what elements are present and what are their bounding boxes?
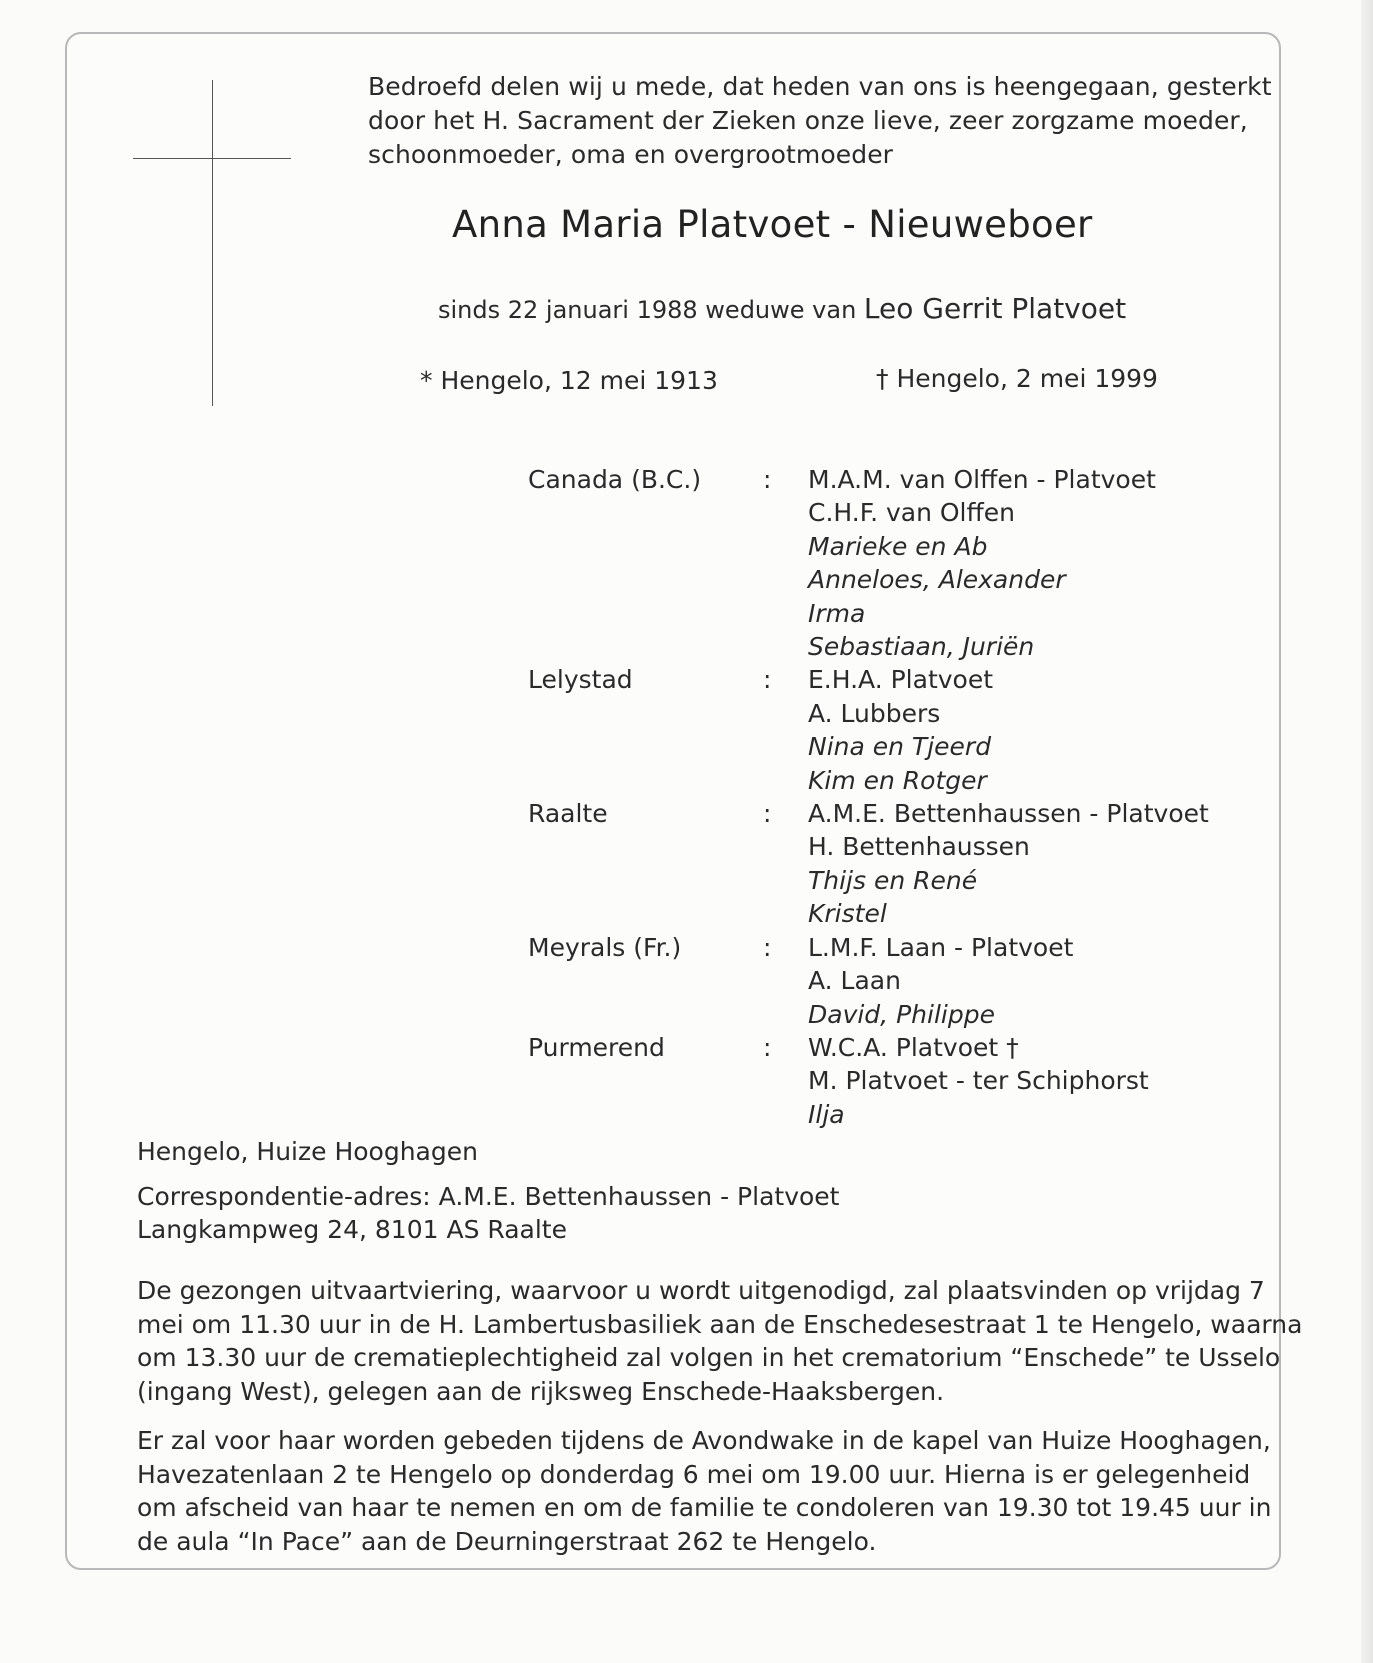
family-place: Canada (B.C.) [528, 465, 702, 494]
family-member: Kim en Rotger [808, 765, 987, 795]
family-member: Ilja [808, 1099, 845, 1129]
family-member: H. Bettenhaussen [808, 832, 1030, 862]
paragraph-line: mei om 11.30 uur in de H. Lambertusbasiliek aan de Enschedesestraat 1 te Hengelo, waarna [137, 1309, 1303, 1339]
family-member: David, Philippe [808, 999, 995, 1029]
intro-text [368, 70, 1272, 172]
widow-text: sinds 22 januari 1988 weduwe van [438, 296, 864, 324]
family-member: W.C.A. Platvoet † [808, 1032, 1019, 1062]
family-member: M. Platvoet - ter Schiphorst [808, 1066, 1149, 1096]
family-separator: : [763, 799, 772, 829]
paragraph-line: om 13.30 uur de crematieplechtigheid zal volgen in het crematorium “Enschede” te Usselo [137, 1343, 1281, 1372]
family-place: Meyrals (Fr.) [528, 932, 682, 962]
family-names [808, 463, 1156, 663]
family-group [528, 931, 1228, 1031]
family-member: Marieke en Ab [808, 531, 988, 561]
family-group [528, 1031, 1228, 1131]
family-place: Purmerend [528, 1032, 665, 1062]
paragraph-line: (ingang West), gelegen aan de rijksweg Enschede-Haaksbergen. [137, 1376, 945, 1406]
family-member: Nina en Tjeerd [808, 732, 992, 762]
family-group [528, 663, 1228, 797]
family-group [528, 463, 1228, 663]
family-member: E.H.A. Platvoet [808, 665, 994, 695]
family-group [528, 797, 1228, 931]
residence: Hengelo, Huize Hooghagen [137, 1137, 478, 1166]
widow-line [438, 292, 1126, 325]
family-member: A. Lubbers [808, 698, 941, 728]
family-place: Lelystad [528, 665, 633, 695]
cross-icon-horizontal [133, 158, 291, 159]
family-names [808, 797, 1209, 931]
family-separator: : [763, 465, 772, 494]
family-separator: : [763, 1032, 772, 1062]
family-names [808, 663, 993, 797]
family-separator: : [763, 665, 772, 695]
paragraph-line: om afscheid van haar te nemen en om de familie te condoleren van 19.30 tot 19.45 uur in [137, 1493, 1272, 1522]
family-member: Anneloes, Alexander [808, 565, 1066, 595]
intro-line: door het H. Sacrament der Zieken onze lieve, zeer zorgzame moeder, [368, 106, 1248, 135]
intro-line: schoonmoeder, oma en overgrootmoeder [368, 140, 894, 169]
family-names [808, 931, 1073, 1031]
paragraph-line: de aula “In Pace” aan de Deurningerstraat 262 te Hengelo. [137, 1526, 877, 1556]
family-list [528, 463, 1228, 1131]
cross-icon-vertical [212, 80, 213, 406]
paragraph-line: Havezatenlaan 2 te Hengelo op donderdag 6 mei om 19.00 uur. Hierna is er gelegenheid [137, 1459, 1251, 1489]
family-names [808, 1031, 1149, 1131]
birth-info: * Hengelo, 12 mei 1913 [420, 366, 718, 395]
death-info: † Hengelo, 2 mei 1999 [876, 364, 1158, 393]
family-member: C.H.F. van Olffen [808, 498, 1015, 528]
funeral-paragraph [137, 1274, 1303, 1408]
family-member: Sebastiaan, Juriën [808, 632, 1035, 662]
intro-line: Bedroefd delen wij u mede, dat heden van ons is heengegaan, gesterkt [368, 72, 1272, 101]
paragraph-line: Er zal voor haar worden gebeden tijdens de Avondwake in de kapel van Huize Hooghagen, [137, 1426, 1271, 1455]
family-member: Thijs en René [808, 865, 978, 895]
family-separator: : [763, 932, 772, 962]
family-member: M.A.M. van Olffen - Platvoet [808, 465, 1156, 494]
deceased-name: Anna Maria Platvoet - Nieuweboer [452, 203, 1093, 246]
family-place: Raalte [528, 799, 608, 829]
page-edge [1361, 0, 1373, 1663]
family-member: L.M.F. Laan - Platvoet [808, 932, 1074, 962]
family-member: A. Laan [808, 966, 901, 996]
vigil-paragraph [137, 1424, 1272, 1558]
husband-name: Leo Gerrit Platvoet [863, 292, 1127, 325]
family-member: A.M.E. Bettenhaussen - Platvoet [808, 799, 1209, 829]
correspondence-street: Langkampweg 24, 8101 AS Raalte [137, 1215, 567, 1244]
footer-info [137, 1135, 1237, 1246]
correspondence-address: Correspondentie-adres: A.M.E. Bettenhaussen - Platvoet [137, 1182, 840, 1211]
family-member: Kristel [808, 899, 887, 929]
family-member: Irma [808, 598, 866, 628]
paragraph-line: De gezongen uitvaartviering, waarvoor u wordt uitgenodigd, zal plaatsvinden op vrijdag 7 [137, 1276, 1265, 1305]
